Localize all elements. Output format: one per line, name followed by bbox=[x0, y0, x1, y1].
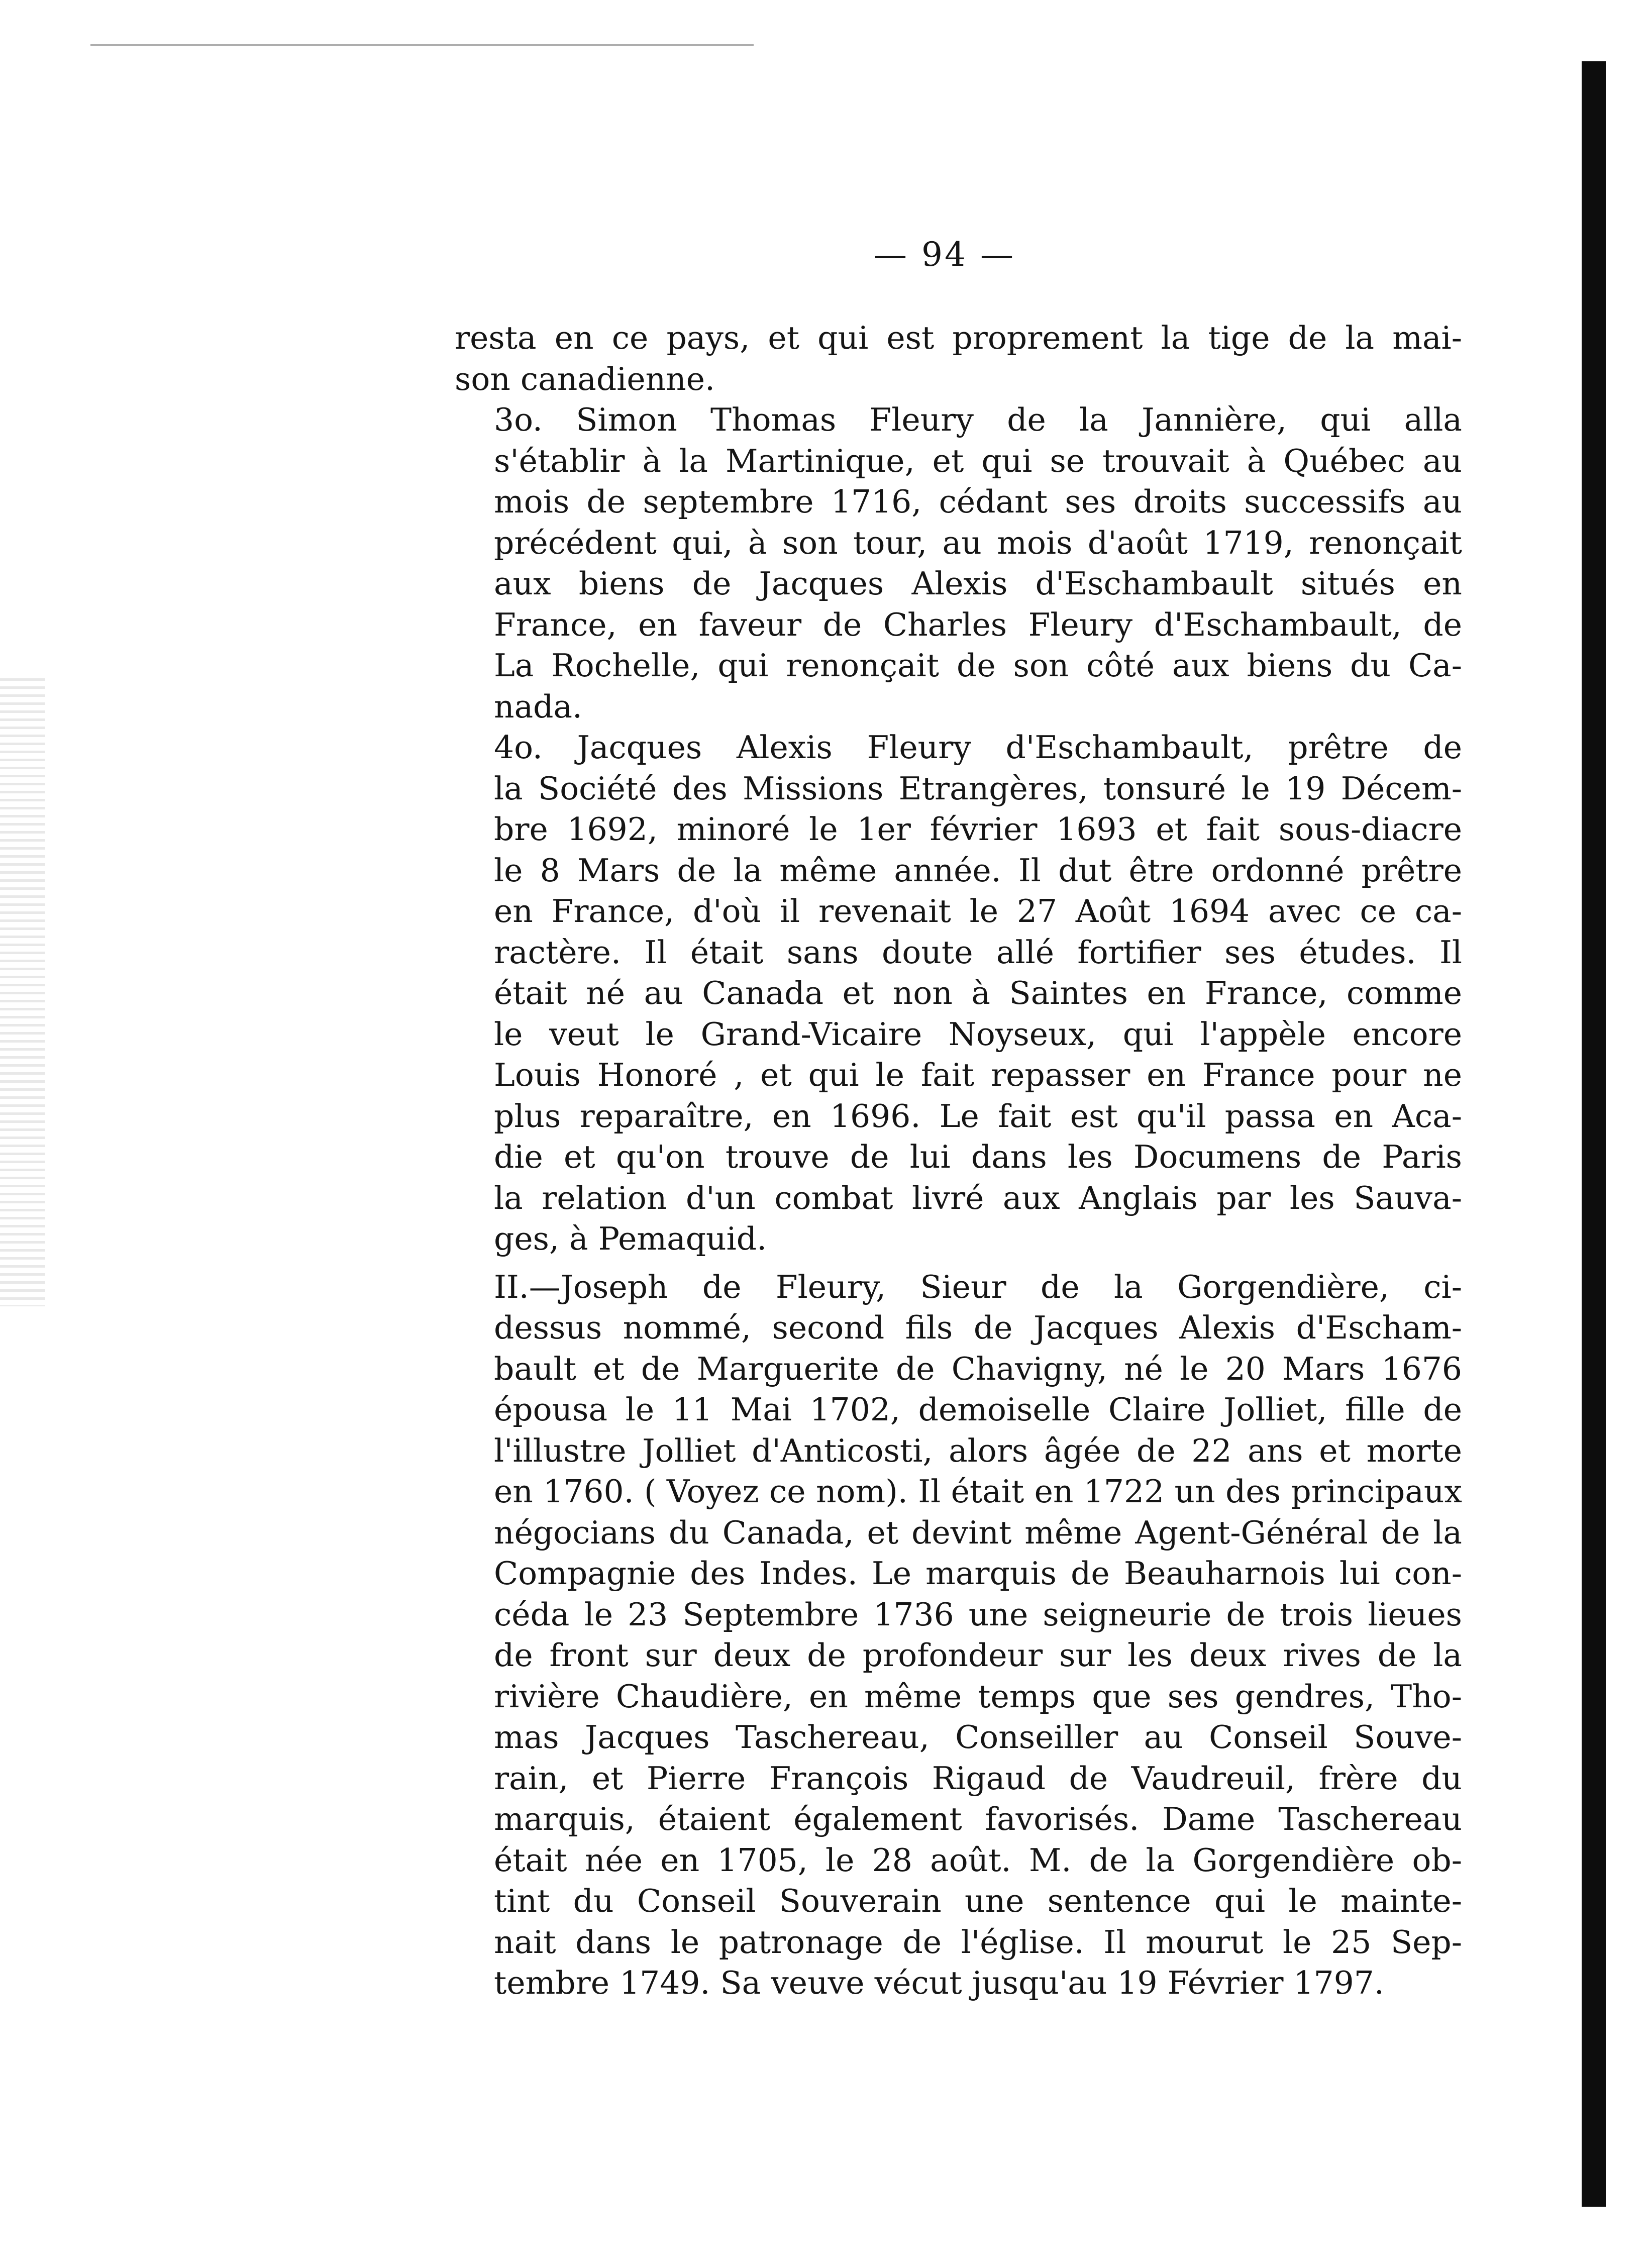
text-line: France, en faveur de Charles Fleury d'Eschambault, de bbox=[494, 606, 1462, 643]
text-line: rain, et Pierre François Rigaud de Vaudreuil, frère du bbox=[494, 1760, 1462, 1797]
text-line: nada. bbox=[494, 688, 583, 725]
page-edge-shadow bbox=[1582, 61, 1606, 2207]
text-line: précédent qui, à son tour, au mois d'août 1719, renonçait bbox=[494, 524, 1462, 561]
top-rule bbox=[90, 44, 754, 46]
text-line: de front sur deux de profondeur sur les deux rives de la bbox=[494, 1637, 1462, 1674]
text-line: en 1760. ( Voyez ce nom). Il était en 1722 un des principaux bbox=[494, 1473, 1462, 1510]
paragraph-2 bbox=[455, 399, 1462, 727]
paragraph-1 bbox=[455, 318, 1462, 399]
text-line: négocians du Canada, et devint même Agent-Général de la bbox=[494, 1514, 1462, 1551]
text-line: marquis, étaient également favorisés. Dame Taschereau bbox=[494, 1801, 1462, 1837]
page-number: — 94 — bbox=[874, 235, 1015, 274]
text-line: en France, d'où il revenait le 27 Août 1694 avec ce ca- bbox=[494, 893, 1462, 930]
page-body bbox=[455, 318, 1462, 2004]
text-line: II.—Joseph de Fleury, Sieur de la Gorgendière, ci- bbox=[494, 1268, 1462, 1305]
text-line: la Société des Missions Etrangères, tonsuré le 19 Décem- bbox=[494, 770, 1462, 807]
text-line: son canadienne. bbox=[455, 360, 715, 397]
text-line: la relation d'un combat livré aux Anglais par les Sauva- bbox=[494, 1179, 1462, 1216]
text-line: était née en 1705, le 28 août. M. de la Gorgendière ob- bbox=[494, 1841, 1462, 1879]
text-line: Compagnie des Indes. Le marquis de Beauharnois lui con- bbox=[494, 1555, 1462, 1592]
text-line: mas Jacques Taschereau, Conseiller au Conseil Souve- bbox=[494, 1719, 1462, 1756]
text-line: le veut le Grand-Vicaire Noyseux, qui l'appèle encore bbox=[494, 1015, 1462, 1053]
text-line: était né au Canada et non à Saintes en France, comme bbox=[494, 975, 1462, 1011]
text-line: plus reparaître, en 1696. Le fait est qu'il passa en Aca- bbox=[494, 1097, 1462, 1135]
text-line: 4o. Jacques Alexis Fleury d'Eschambault, prêtre de bbox=[494, 729, 1462, 766]
text-line: ges, à Pemaquid. bbox=[494, 1220, 767, 1257]
text-line: ractère. Il était sans doute allé fortifier ses études. Il bbox=[494, 934, 1462, 971]
text-line: nait dans le patronage de l'église. Il mourut le 25 Sep- bbox=[494, 1923, 1462, 1961]
text-line: La Rochelle, qui renonçait de son côté aux biens du Ca- bbox=[494, 647, 1462, 684]
text-line: l'illustre Jolliet d'Anticosti, alors âgée de 22 ans et morte bbox=[494, 1432, 1462, 1469]
text-line: aux biens de Jacques Alexis d'Eschambault situés en bbox=[494, 565, 1462, 602]
text-line: Louis Honoré , et qui le fait repasser en France pour ne bbox=[494, 1057, 1462, 1093]
text-line: resta en ce pays, et qui est proprement la tige de la mai- bbox=[455, 320, 1462, 356]
text-line: bre 1692, minoré le 1er février 1693 et fait sous-diacre bbox=[494, 811, 1462, 848]
text-line: céda le 23 Septembre 1736 une seigneurie de trois lieues bbox=[494, 1596, 1462, 1633]
text-line: die et qu'on trouve de lui dans les Documens de Paris bbox=[494, 1139, 1462, 1175]
text-line: rivière Chaudière, en même temps que ses gendres, Tho- bbox=[494, 1678, 1462, 1715]
paragraph-3 bbox=[455, 727, 1462, 1260]
text-line: mois de septembre 1716, cédant ses droits successifs au bbox=[494, 483, 1462, 520]
text-line: tint du Conseil Souverain une sentence qui le mainte- bbox=[494, 1883, 1462, 1919]
text-line: le 8 Mars de la même année. Il dut être ordonné prêtre bbox=[494, 852, 1462, 889]
text-line: dessus nommé, second fils de Jacques Alexis d'Escham- bbox=[494, 1309, 1462, 1346]
text-line: tembre 1749. Sa veuve vécut jusqu'au 19 Février 1797. bbox=[494, 1965, 1384, 2001]
text-line: bault et de Marguerite de Chavigny, né le 20 Mars 1676 bbox=[494, 1350, 1462, 1387]
text-line: s'établir à la Martinique, et qui se trouvait à Québec au bbox=[494, 442, 1462, 479]
text-line: 3o. Simon Thomas Fleury de la Jannière, qui alla bbox=[494, 401, 1462, 438]
paragraph-4 bbox=[455, 1267, 1462, 2004]
scan-gutter-noise bbox=[0, 678, 45, 1306]
text-line: épousa le 11 Mai 1702, demoiselle Claire Jolliet, fille de bbox=[494, 1391, 1462, 1428]
